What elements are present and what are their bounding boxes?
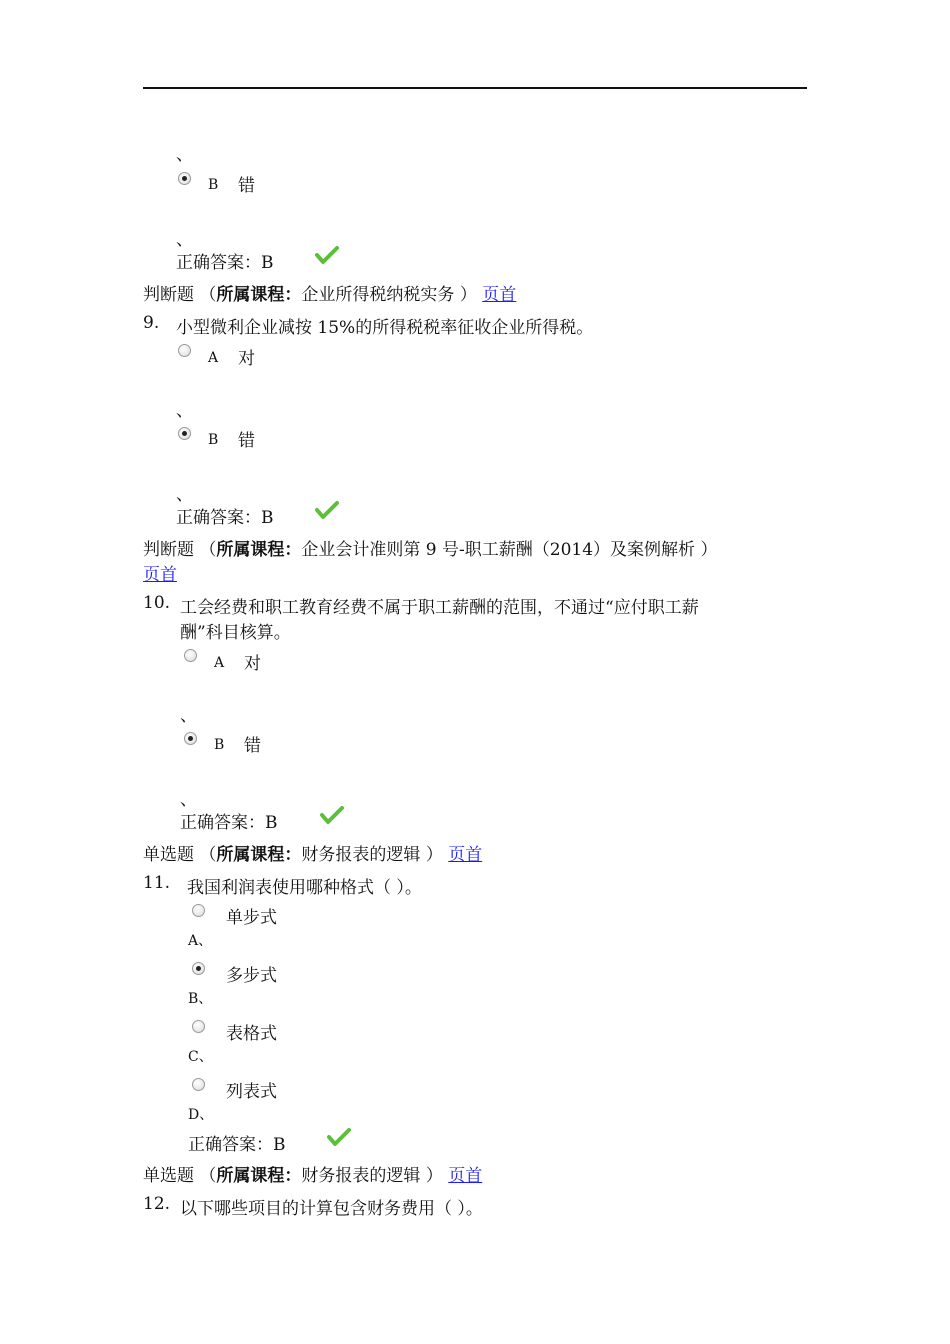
radio-option-a[interactable] bbox=[184, 649, 197, 662]
option-separator: 、 bbox=[176, 230, 193, 250]
home-link[interactable]: 页首 bbox=[143, 565, 177, 585]
option-text: 错 bbox=[238, 176, 255, 196]
option-text: 多步式 bbox=[226, 966, 277, 986]
option-text: 列表式 bbox=[226, 1082, 277, 1102]
radio-option-a[interactable] bbox=[192, 904, 205, 917]
question-text: 工会经费和职工教育经费不属于职工薪酬的范围，不通过“应付职工薪 bbox=[180, 598, 699, 618]
question-text: 小型微利企业减按 15%的所得税税率征收企业所得税。 bbox=[176, 318, 594, 338]
option-letter: B bbox=[208, 177, 219, 193]
question-number: 11. bbox=[143, 873, 171, 893]
correct-answer-label: 正确答案：B bbox=[180, 813, 278, 833]
option-text: 错 bbox=[244, 736, 261, 756]
question-header: 单选题 （所属课程：财务报表的逻辑 ） 页首 bbox=[143, 1166, 483, 1186]
question-number: 12. bbox=[143, 1194, 171, 1214]
question-text: 以下哪些项目的计算包含财务费用（ ）。 bbox=[180, 1199, 483, 1219]
question-header: 判断题 （所属课程：企业会计准则第 9 号-职工薪酬（2014）及案例解析 ） bbox=[143, 540, 718, 560]
option-letter: B bbox=[214, 737, 225, 753]
question-text-continued: 酬”科目核算。 bbox=[180, 623, 291, 643]
radio-option-b[interactable] bbox=[178, 427, 191, 440]
radio-option-d[interactable] bbox=[192, 1078, 205, 1091]
question-header: 单选题 （所属课程：财务报表的逻辑 ） 页首 bbox=[143, 845, 483, 865]
option-label: C、 bbox=[188, 1049, 213, 1065]
check-icon bbox=[327, 1127, 351, 1147]
option-text: 对 bbox=[238, 349, 255, 369]
question-number: 10. bbox=[143, 593, 171, 613]
option-text: 对 bbox=[244, 654, 261, 674]
check-icon bbox=[315, 500, 339, 520]
option-separator: 、 bbox=[180, 790, 197, 810]
option-text: 表格式 bbox=[226, 1024, 277, 1044]
correct-answer-label: 正确答案：B bbox=[176, 253, 274, 273]
radio-option-c[interactable] bbox=[192, 1020, 205, 1033]
option-separator: 、 bbox=[180, 706, 197, 726]
check-icon bbox=[315, 245, 339, 265]
option-label: D、 bbox=[188, 1107, 214, 1123]
radio-option-b[interactable] bbox=[178, 172, 191, 185]
radio-option-b[interactable] bbox=[192, 962, 205, 975]
option-label: B、 bbox=[188, 991, 213, 1007]
question-text: 我国利润表使用哪种格式（ ）。 bbox=[187, 878, 422, 898]
correct-answer-label: 正确答案：B bbox=[188, 1135, 286, 1155]
option-letter: A bbox=[214, 655, 225, 671]
home-link[interactable]: 页首 bbox=[482, 285, 517, 305]
radio-option-a[interactable] bbox=[178, 344, 191, 357]
question-header: 判断题 （所属课程：企业所得税纳税实务 ） 页首 bbox=[143, 285, 517, 305]
radio-option-b[interactable] bbox=[184, 732, 197, 745]
question-number: 9. bbox=[143, 313, 160, 333]
option-letter: A bbox=[208, 350, 219, 366]
option-separator: 、 bbox=[176, 401, 193, 421]
check-icon bbox=[320, 805, 344, 825]
option-letter: B bbox=[208, 432, 219, 448]
option-separator: 、 bbox=[176, 145, 193, 165]
option-separator: 、 bbox=[176, 485, 193, 505]
correct-answer-label: 正确答案：B bbox=[176, 508, 274, 528]
option-text: 错 bbox=[238, 431, 255, 451]
home-link[interactable]: 页首 bbox=[448, 845, 483, 865]
option-text: 单步式 bbox=[226, 908, 277, 928]
page-top-rule bbox=[143, 87, 807, 89]
option-label: A、 bbox=[188, 933, 213, 949]
home-link[interactable]: 页首 bbox=[448, 1166, 483, 1186]
